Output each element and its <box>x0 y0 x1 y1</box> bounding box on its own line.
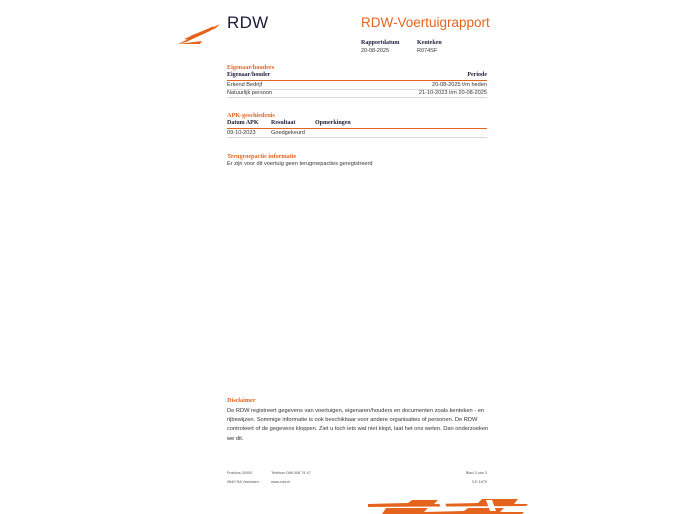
footer-doc-code: 3 E 1679 <box>471 480 487 484</box>
owner-row-2-owner: Natuurlijk persoon <box>227 90 273 96</box>
owners-section-title: Eigenaar/houders <box>227 64 275 71</box>
decorative-stripes-icon <box>368 498 528 514</box>
recall-section-title: Terugroepactie informatie <box>227 153 297 160</box>
disclaimer-title: Disclaimer <box>227 397 256 404</box>
report-date-value: 20-08-2025 <box>361 48 390 54</box>
apk-table-end <box>227 137 487 138</box>
footer-phone: Telefoon 088 008 74 47 <box>271 471 311 475</box>
owners-header-rule <box>227 80 487 81</box>
owner-row-1-period: 20-08-2025 t/m heden <box>431 82 487 88</box>
plate-value: R074SF <box>417 48 438 54</box>
apk-section-title: APK-geschiedenis <box>227 112 275 119</box>
apk-header-rule <box>227 128 487 129</box>
disclaimer-line-1: De RDW registreert gegevens van voertuigen, eigenaren/houders en documenten zoals kenteken - en <box>227 408 485 414</box>
owners-table-end <box>227 97 487 98</box>
owner-row-1-owner: Erkend Bedrijf <box>227 82 263 88</box>
report-title: RDW-Voertuigrapport <box>361 15 490 30</box>
plate-label: Kenteken <box>417 40 442 46</box>
logo-text: RDW <box>227 13 269 32</box>
disclaimer-line-2: rijbewijzen. Sommige informatie is ook beschikbaar voor andere organisaties of personen. De RDW <box>227 417 478 424</box>
footer-address-1: Postbus 30000 <box>227 471 253 475</box>
footer-address-2: 9640 RA Veendam <box>227 480 259 484</box>
disclaimer-line-3: controleert of de gegevens kloppen. Ziet u toch iets wat niet klopt, laat het ons weten. Dan onderzoeken <box>227 426 489 433</box>
report-date-label: Rapportdatum <box>361 40 400 46</box>
owners-col-owner: Eigenaar/houder <box>227 72 271 78</box>
owner-row-2-period: 21-10-2023 t/m 20-08-2025 <box>418 90 487 96</box>
apk-col-date: Datum APK <box>227 120 259 126</box>
apk-row-1-date: 09-10-2023 <box>227 130 256 136</box>
disclaimer-text <box>227 407 497 444</box>
owners-col-period: Periode <box>467 72 487 78</box>
apk-col-result: Resultaat <box>271 120 296 126</box>
apk-row-1-result: Goedgekeurd <box>271 130 305 136</box>
footer-website[interactable]: www.rdw.nl <box>271 480 290 484</box>
apk-col-remarks: Opmerkingen <box>315 120 351 126</box>
footer-page-number: Blad 3 van 3 <box>465 471 487 475</box>
recall-text: Er zijn voor dit voertuig geen terugroepacties geregistreerd <box>227 161 373 167</box>
disclaimer-line-4: we dit. <box>227 435 244 442</box>
rdw-wing-logo-icon <box>176 22 222 46</box>
